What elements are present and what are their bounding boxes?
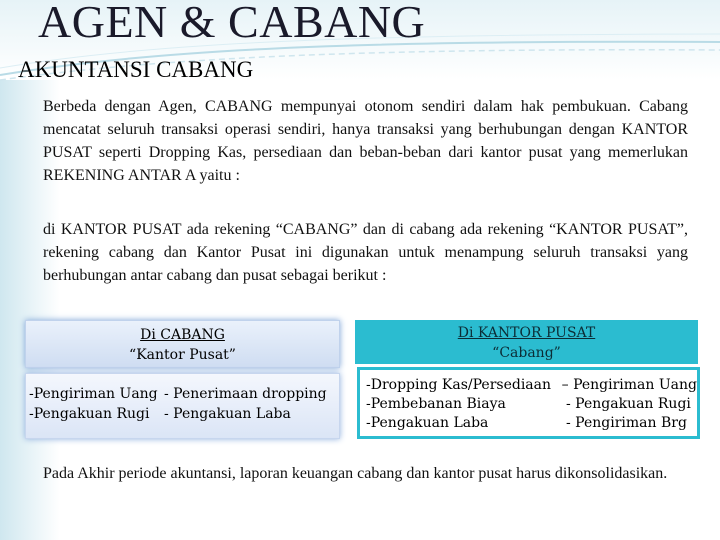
cabang-box-body <box>25 373 340 439</box>
paragraph-accounts: di KANTOR PUSAT ada rekening “CABANG” dan di cabang ada rekening “KANTOR PUSAT”, rekening cabang dan Kantor Pusat ini digunakan untuk menampung seluruh transaksi yang berhubungan antar cabang dan pusat sebagai berikut : <box>43 221 688 284</box>
kantor-pusat-row-debit: -Pengakuan Laba <box>366 415 489 431</box>
cabang-row-debit: -Pengakuan Rugi <box>29 406 150 422</box>
kantor-pusat-box-body <box>357 367 700 439</box>
cabang-box-title: Di CABANG <box>140 327 225 343</box>
paragraph-conclusion: Pada Akhir periode akuntansi, laporan keuangan cabang dan kantor pusat harus dikonsolidasikan. <box>43 465 668 482</box>
kantor-pusat-box-account: “Cabang” <box>492 345 561 361</box>
slide-subtitle: AKUNTANSI CABANG <box>18 57 254 82</box>
cabang-row-credit: - Penerimaan dropping <box>164 386 327 402</box>
paragraph-intro: Berbeda dengan Agen, CABANG mempunyai otonom sendiri dalam hak pembukuan. Cabang mencatat seluruh transaksi operasi sendiri, hanya transaksi yang berhubungan dengan KANTOR PUSAT seperti Dropping Kas, persediaan dan beban-beban dari kantor pusat yang memerlukan REKENING ANTAR A yaitu : <box>43 98 688 184</box>
kantor-pusat-row-credit: - Pengakuan Rugi <box>566 396 691 412</box>
cabang-row <box>29 404 339 424</box>
kantor-pusat-row-credit: – Pengiriman Uang <box>561 377 697 393</box>
cabang-row-credit: - Pengakuan Laba <box>164 406 291 422</box>
kantor-pusat-box-title: Di KANTOR PUSAT <box>457 325 596 341</box>
kantor-pusat-row <box>366 395 697 414</box>
kantor-pusat-row <box>366 414 697 433</box>
cabang-box-account: “Kantor Pusat” <box>129 347 236 363</box>
kantor-pusat-row-debit: -Dropping Kas/Persediaan <box>366 377 552 393</box>
cabang-box-header <box>25 320 340 368</box>
kantor-pusat-row <box>366 376 697 395</box>
kantor-pusat-row-credit: - Pengiriman Brg <box>566 415 687 431</box>
cabang-row-debit: -Pengiriman Uang <box>29 386 158 402</box>
kantor-pusat-box-header <box>355 320 698 364</box>
cabang-row <box>29 384 339 404</box>
slide-title: AGEN & CABANG <box>38 0 426 47</box>
kantor-pusat-row-debit: -Pembebanan Biaya <box>366 396 506 412</box>
